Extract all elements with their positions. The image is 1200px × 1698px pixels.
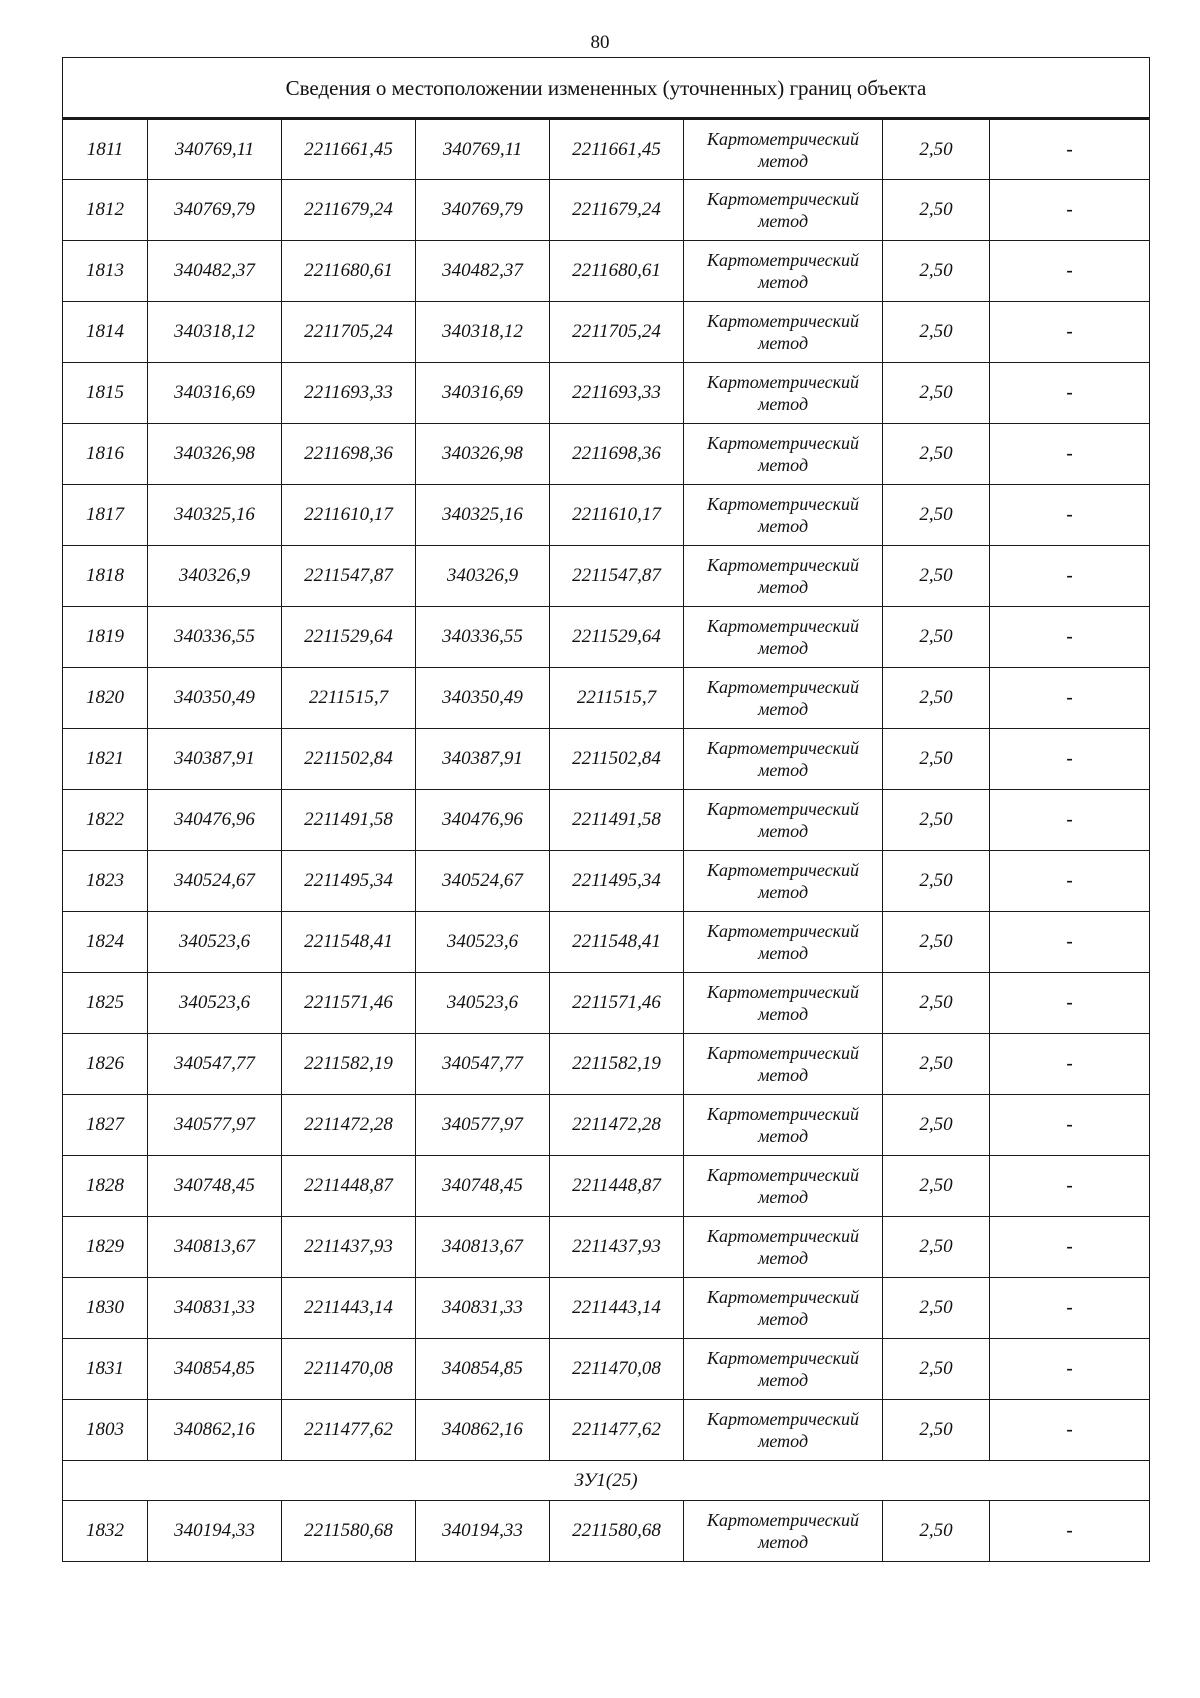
cell-new-x: 340325,16 [416,485,550,546]
cell-method: Картометрический метод [684,1156,883,1217]
cell-existing-y: 2211495,34 [282,851,416,912]
cell-note: - [990,1339,1150,1400]
cell-method: Картометрический метод [684,973,883,1034]
cell-new-x: 340326,9 [416,546,550,607]
cell-method: Картометрический метод [684,1400,883,1461]
cell-note: - [990,241,1150,302]
cell-new-y: 2211491,58 [550,790,684,851]
cell-new-y: 2211580,68 [550,1501,684,1562]
cell-existing-x: 340547,77 [148,1034,282,1095]
cell-new-y: 2211529,64 [550,607,684,668]
cell-existing-y: 2211679,24 [282,180,416,241]
cell-existing-x: 340482,37 [148,241,282,302]
table-row [63,973,1150,1034]
cell-note: - [990,180,1150,241]
section-label: ЗУ1(25) [63,1461,1150,1501]
cell-accuracy: 2,50 [883,1400,990,1461]
cell-method: Картометрический метод [684,1501,883,1562]
cell-method: Картометрический метод [684,1095,883,1156]
cell-existing-x: 340523,6 [148,973,282,1034]
cell-new-y: 2211472,28 [550,1095,684,1156]
cell-accuracy: 2,50 [883,302,990,363]
cell-existing-x: 340325,16 [148,485,282,546]
cell-point-number: 1830 [63,1278,148,1339]
cell-new-y: 2211698,36 [550,424,684,485]
cell-accuracy: 2,50 [883,363,990,424]
cell-existing-x: 340813,67 [148,1217,282,1278]
table-row [63,1217,1150,1278]
cell-point-number: 1825 [63,973,148,1034]
cell-new-x: 340547,77 [416,1034,550,1095]
cell-method: Картометрический метод [684,302,883,363]
cell-note: - [990,912,1150,973]
cell-accuracy: 2,50 [883,241,990,302]
table-row [63,607,1150,668]
cell-new-y: 2211502,84 [550,729,684,790]
cell-new-y: 2211679,24 [550,180,684,241]
cell-new-y: 2211495,34 [550,851,684,912]
cell-method: Картометрический метод [684,912,883,973]
cell-point-number: 1824 [63,912,148,973]
cell-method: Картометрический метод [684,1278,883,1339]
cell-note: - [990,546,1150,607]
cell-existing-x: 340769,11 [148,119,282,180]
cell-note: - [990,607,1150,668]
table-row [63,241,1150,302]
cell-new-x: 340350,49 [416,668,550,729]
cell-point-number: 1826 [63,1034,148,1095]
table-row [63,1501,1150,1562]
cell-new-y: 2211477,62 [550,1400,684,1461]
cell-accuracy: 2,50 [883,546,990,607]
cell-note: - [990,1400,1150,1461]
cell-note: - [990,1217,1150,1278]
cell-method: Картометрический метод [684,1217,883,1278]
cell-accuracy: 2,50 [883,1501,990,1562]
cell-new-y: 2211693,33 [550,363,684,424]
cell-method: Картометрический метод [684,851,883,912]
cell-new-y: 2211571,46 [550,973,684,1034]
cell-new-x: 340316,69 [416,363,550,424]
cell-accuracy: 2,50 [883,424,990,485]
cell-existing-x: 340318,12 [148,302,282,363]
cell-accuracy: 2,50 [883,1217,990,1278]
cell-point-number: 1814 [63,302,148,363]
cell-existing-y: 2211470,08 [282,1339,416,1400]
cell-new-y: 2211443,14 [550,1278,684,1339]
cell-existing-x: 340577,97 [148,1095,282,1156]
cell-accuracy: 2,50 [883,485,990,546]
cell-new-x: 340523,6 [416,973,550,1034]
cell-existing-x: 340476,96 [148,790,282,851]
cell-accuracy: 2,50 [883,1095,990,1156]
table-row [63,668,1150,729]
cell-point-number: 1820 [63,668,148,729]
cell-point-number: 1827 [63,1095,148,1156]
cell-existing-y: 2211705,24 [282,302,416,363]
cell-existing-y: 2211529,64 [282,607,416,668]
cell-new-y: 2211515,7 [550,668,684,729]
cell-new-y: 2211548,41 [550,912,684,973]
cell-note: - [990,729,1150,790]
cell-existing-y: 2211515,7 [282,668,416,729]
cell-existing-y: 2211547,87 [282,546,416,607]
page-number: 80 [590,32,610,53]
table-row [63,1034,1150,1095]
cell-existing-y: 2211680,61 [282,241,416,302]
cell-new-y: 2211448,87 [550,1156,684,1217]
table-row [63,1278,1150,1339]
cell-note: - [990,485,1150,546]
table-row [63,1095,1150,1156]
cell-existing-x: 340854,85 [148,1339,282,1400]
table-row [63,424,1150,485]
table-row [63,851,1150,912]
cell-point-number: 1832 [63,1501,148,1562]
cell-accuracy: 2,50 [883,1339,990,1400]
cell-new-x: 340854,85 [416,1339,550,1400]
cell-point-number: 1828 [63,1156,148,1217]
cell-point-number: 1829 [63,1217,148,1278]
cell-existing-y: 2211610,17 [282,485,416,546]
cell-method: Картометрический метод [684,1034,883,1095]
cell-new-y: 2211661,45 [550,119,684,180]
cell-new-y: 2211437,93 [550,1217,684,1278]
cell-accuracy: 2,50 [883,668,990,729]
cell-method: Картометрический метод [684,1339,883,1400]
cell-accuracy: 2,50 [883,180,990,241]
cell-existing-y: 2211472,28 [282,1095,416,1156]
cell-note: - [990,1501,1150,1562]
cell-point-number: 1815 [63,363,148,424]
cell-note: - [990,1095,1150,1156]
table-row [63,485,1150,546]
table-row [63,912,1150,973]
cell-new-x: 340769,11 [416,119,550,180]
cell-existing-x: 340523,6 [148,912,282,973]
table-row [63,363,1150,424]
table-title: Сведения о местоположении измененных (уточненных) границ объекта [63,58,1150,119]
cell-new-y: 2211582,19 [550,1034,684,1095]
cell-method: Картометрический метод [684,729,883,790]
table-row [63,790,1150,851]
table-row [63,1339,1150,1400]
cell-accuracy: 2,50 [883,1034,990,1095]
cell-existing-y: 2211491,58 [282,790,416,851]
cell-method: Картометрический метод [684,607,883,668]
cell-point-number: 1816 [63,424,148,485]
cell-accuracy: 2,50 [883,851,990,912]
cell-new-x: 340523,6 [416,912,550,973]
cell-note: - [990,1278,1150,1339]
cell-method: Картометрический метод [684,119,883,180]
table-row [63,1156,1150,1217]
cell-note: - [990,119,1150,180]
cell-point-number: 1817 [63,485,148,546]
coordinates-table [62,57,1150,1562]
cell-existing-y: 2211443,14 [282,1278,416,1339]
table-row [63,729,1150,790]
cell-point-number: 1822 [63,790,148,851]
cell-point-number: 1821 [63,729,148,790]
cell-new-x: 340387,91 [416,729,550,790]
table-body [63,58,1150,1562]
cell-point-number: 1813 [63,241,148,302]
cell-new-x: 340769,79 [416,180,550,241]
cell-new-y: 2211470,08 [550,1339,684,1400]
cell-method: Картометрический метод [684,546,883,607]
cell-existing-y: 2211548,41 [282,912,416,973]
cell-note: - [990,668,1150,729]
cell-existing-x: 340831,33 [148,1278,282,1339]
cell-method: Картометрический метод [684,241,883,302]
cell-point-number: 1812 [63,180,148,241]
cell-new-x: 340194,33 [416,1501,550,1562]
cell-new-x: 340482,37 [416,241,550,302]
cell-point-number: 1819 [63,607,148,668]
cell-new-x: 340524,67 [416,851,550,912]
cell-accuracy: 2,50 [883,912,990,973]
cell-existing-y: 2211582,19 [282,1034,416,1095]
cell-existing-x: 340326,98 [148,424,282,485]
cell-existing-y: 2211571,46 [282,973,416,1034]
cell-existing-x: 340769,79 [148,180,282,241]
table-row [63,546,1150,607]
cell-method: Картометрический метод [684,424,883,485]
cell-existing-y: 2211477,62 [282,1400,416,1461]
cell-new-x: 340476,96 [416,790,550,851]
cell-existing-x: 340194,33 [148,1501,282,1562]
cell-existing-x: 340350,49 [148,668,282,729]
cell-existing-y: 2211580,68 [282,1501,416,1562]
cell-existing-y: 2211502,84 [282,729,416,790]
cell-existing-x: 340862,16 [148,1400,282,1461]
cell-existing-y: 2211698,36 [282,424,416,485]
cell-new-x: 340326,98 [416,424,550,485]
cell-new-x: 340813,67 [416,1217,550,1278]
cell-note: - [990,1156,1150,1217]
cell-existing-x: 340387,91 [148,729,282,790]
cell-existing-x: 340336,55 [148,607,282,668]
cell-existing-x: 340748,45 [148,1156,282,1217]
cell-accuracy: 2,50 [883,119,990,180]
cell-note: - [990,851,1150,912]
cell-new-x: 340318,12 [416,302,550,363]
cell-existing-x: 340524,67 [148,851,282,912]
cell-existing-y: 2211437,93 [282,1217,416,1278]
cell-new-y: 2211680,61 [550,241,684,302]
cell-method: Картометрический метод [684,363,883,424]
cell-note: - [990,1034,1150,1095]
table-row [63,119,1150,180]
cell-new-x: 340577,97 [416,1095,550,1156]
cell-method: Картометрический метод [684,485,883,546]
cell-note: - [990,790,1150,851]
table-row [63,302,1150,363]
cell-accuracy: 2,50 [883,973,990,1034]
cell-new-x: 340862,16 [416,1400,550,1461]
cell-point-number: 1811 [63,119,148,180]
cell-method: Картометрический метод [684,790,883,851]
cell-new-y: 2211705,24 [550,302,684,363]
cell-existing-y: 2211448,87 [282,1156,416,1217]
cell-existing-x: 340326,9 [148,546,282,607]
cell-point-number: 1823 [63,851,148,912]
cell-point-number: 1803 [63,1400,148,1461]
cell-accuracy: 2,50 [883,1278,990,1339]
cell-method: Картометрический метод [684,668,883,729]
cell-new-x: 340748,45 [416,1156,550,1217]
cell-existing-y: 2211693,33 [282,363,416,424]
cell-new-x: 340831,33 [416,1278,550,1339]
cell-note: - [990,424,1150,485]
cell-accuracy: 2,50 [883,607,990,668]
table-title-row [63,58,1150,119]
cell-new-y: 2211547,87 [550,546,684,607]
table-row [63,1400,1150,1461]
section-row [63,1461,1150,1501]
cell-new-x: 340336,55 [416,607,550,668]
cell-existing-x: 340316,69 [148,363,282,424]
cell-accuracy: 2,50 [883,1156,990,1217]
cell-point-number: 1818 [63,546,148,607]
cell-note: - [990,302,1150,363]
cell-accuracy: 2,50 [883,729,990,790]
cell-existing-y: 2211661,45 [282,119,416,180]
cell-new-y: 2211610,17 [550,485,684,546]
cell-accuracy: 2,50 [883,790,990,851]
cell-note: - [990,363,1150,424]
table-row [63,180,1150,241]
cell-point-number: 1831 [63,1339,148,1400]
cell-method: Картометрический метод [684,180,883,241]
cell-note: - [990,973,1150,1034]
